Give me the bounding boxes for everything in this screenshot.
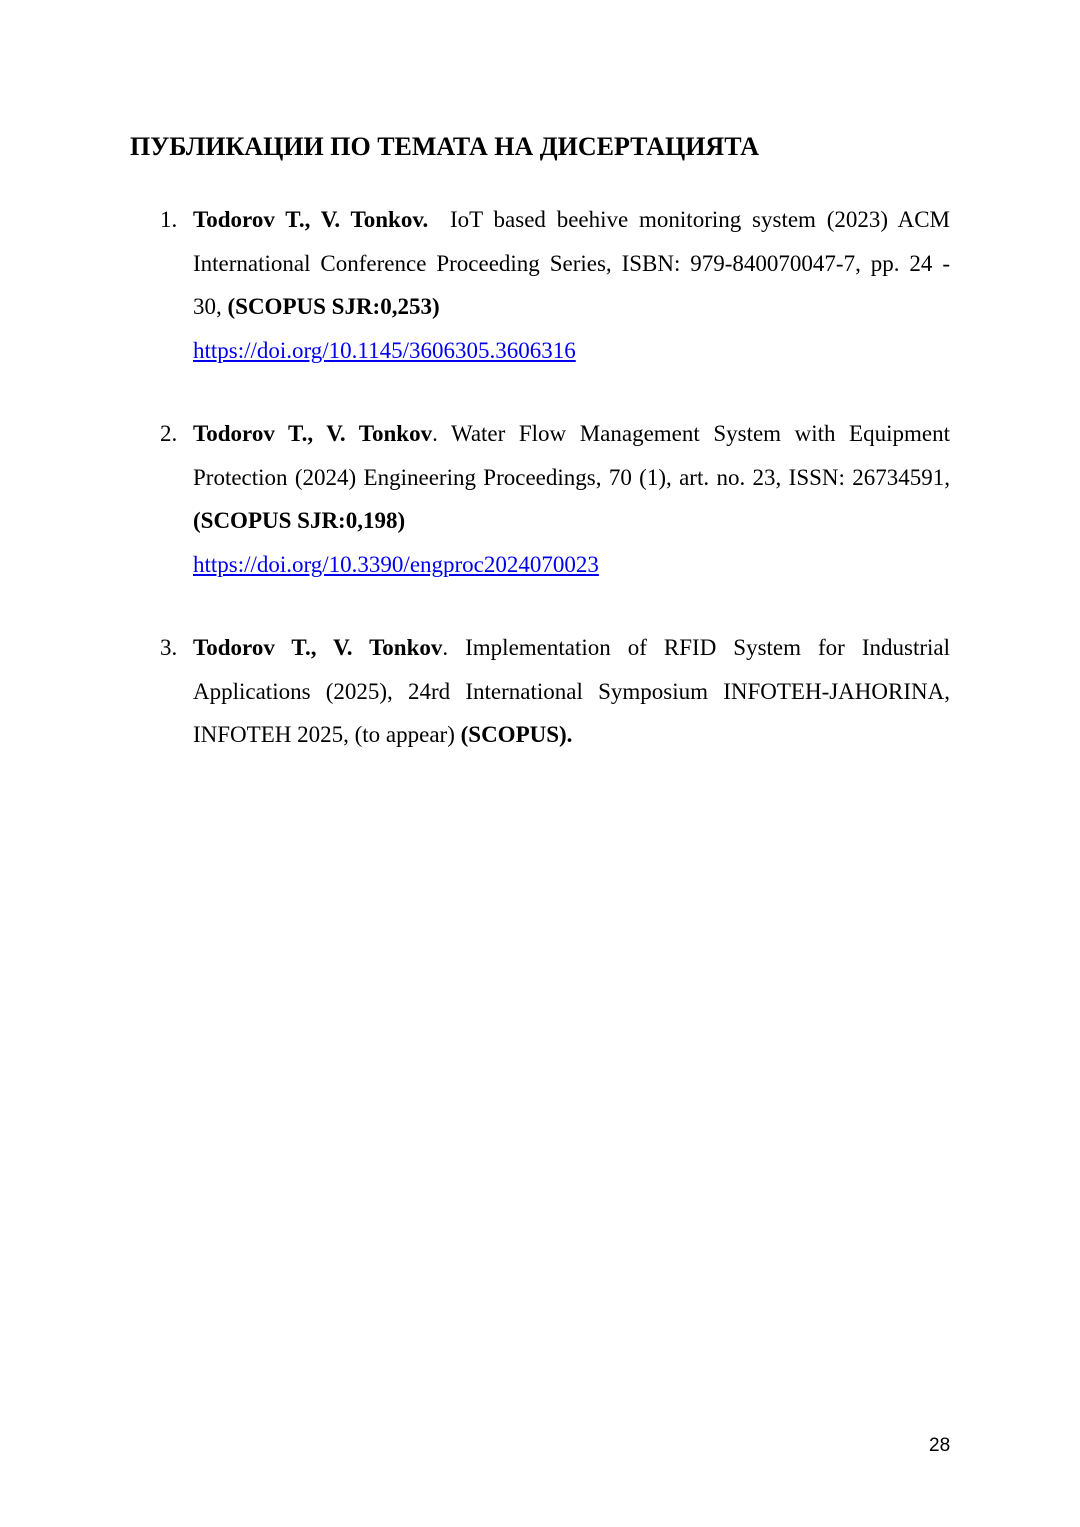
publication-separator <box>428 207 450 232</box>
list-number: 3. <box>160 635 178 660</box>
publication-text <box>193 421 950 533</box>
publication-text <box>193 207 950 319</box>
doi-link[interactable]: https://doi.org/10.3390/engproc2024070023 <box>193 551 599 577</box>
publication-text <box>193 635 950 747</box>
publication-index-tag: (SCOPUS SJR:0,198) <box>193 508 406 533</box>
page-number: 28 <box>929 1435 951 1456</box>
page-title: ПУБЛИКАЦИИ ПО ТЕМАТА НА ДИСЕРТАЦИЯТА <box>130 132 760 161</box>
publication-index-tag: (SCOPUS SJR:0,253) <box>227 294 440 319</box>
publication-item-2 <box>160 412 950 586</box>
publication-item-1 <box>160 198 951 372</box>
list-number: 2. <box>160 421 178 446</box>
publication-item-3 <box>160 626 950 757</box>
publication-authors: Todorov T., V. Tonkov. <box>193 207 429 232</box>
publication-body: IoT based beehive monitoring system (2023) ACM International Conference Proceeding Series, ISBN: 979-840070047-7, pp. 24 - 30, <box>193 207 951 319</box>
list-number: 1. <box>160 207 178 232</box>
publication-list <box>160 198 951 797</box>
doi-link[interactable]: https://doi.org/10.1145/3606305.3606316 <box>193 337 576 363</box>
publication-index-tag: (SCOPUS). <box>460 722 573 747</box>
publication-authors: Todorov T., V. Tonkov <box>193 421 433 446</box>
publication-authors: Todorov T., V. Tonkov <box>193 635 443 660</box>
publication-body: . Implementation of RFID System for Industrial Applications (2025), 24rd International Symposium INFOTEH-JAHORINA, INFOTEH 2025, (to appear) <box>193 635 950 747</box>
publication-body: . Water Flow Management System with Equipment Protection (2024) Engineering Proceedings, 70 (1), art. no. 23, ISSN: 26734591, <box>193 421 950 490</box>
